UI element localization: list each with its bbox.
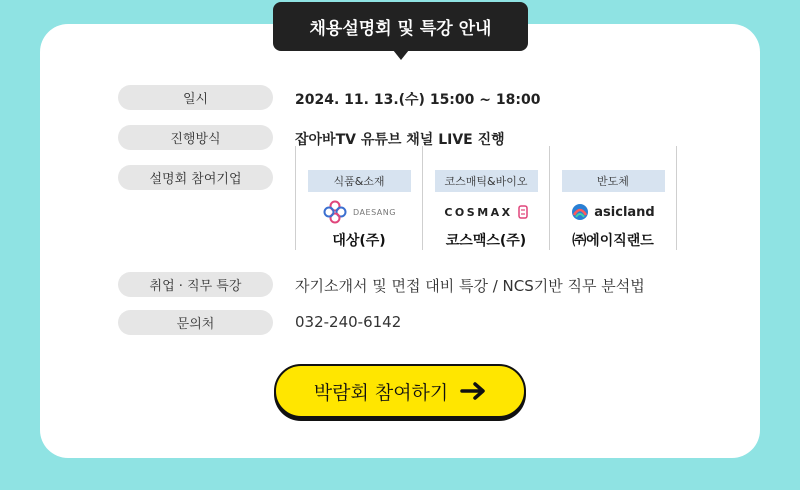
section-title-badge xyxy=(273,2,528,51)
company-card xyxy=(296,146,423,250)
lecture-value: 자기소개서 및 면접 대비 특강 / NCS기반 직무 분석법 xyxy=(295,277,645,295)
join-fair-button[interactable] xyxy=(274,364,526,418)
daesang-logo xyxy=(322,196,396,228)
arrow-right-icon xyxy=(460,382,486,400)
asicland-wordmark: asicland xyxy=(594,204,655,220)
asicland-globe-icon xyxy=(571,203,589,221)
cosmax-emblem-icon xyxy=(518,205,528,219)
daesang-wordmark: DAESANG xyxy=(353,207,396,217)
lecture-label: 취업 · 직무 특강 xyxy=(118,272,273,297)
daesang-flower-icon xyxy=(322,199,348,225)
company-name: ㈜에이직랜드 xyxy=(572,233,654,249)
cosmax-logo xyxy=(444,196,527,228)
row-lecture xyxy=(118,272,645,297)
row-method xyxy=(118,125,505,150)
company-name: 대상(주) xyxy=(332,233,386,249)
row-date xyxy=(118,85,541,110)
company-category: 반도체 xyxy=(562,170,665,192)
section-title: 채용설명회 및 특강 안내 xyxy=(309,19,492,39)
company-category: 식품&소재 xyxy=(308,170,411,192)
row-companies xyxy=(118,165,273,190)
company-name: 코스맥스(주) xyxy=(445,233,527,249)
method-label: 진행방식 xyxy=(118,125,273,150)
asicland-logo xyxy=(571,196,654,228)
companies-label: 설명회 참여기업 xyxy=(118,165,273,190)
join-fair-button-label: 박람회 참여하기 xyxy=(313,381,449,404)
company-category: 코스매틱&바이오 xyxy=(435,170,538,192)
company-card xyxy=(423,146,550,250)
contact-value: 032-240-6142 xyxy=(295,313,402,331)
company-card xyxy=(550,146,677,250)
method-value: 잡아바TV 유튜브 채널 LIVE 진행 xyxy=(295,132,505,148)
cosmax-wordmark: COSMAX xyxy=(444,205,513,219)
title-badge-pointer xyxy=(393,50,409,60)
date-value: 2024. 11. 13.(수) 15:00 ~ 18:00 xyxy=(295,92,541,108)
company-list xyxy=(295,146,677,250)
row-contact xyxy=(118,310,402,335)
contact-label: 문의처 xyxy=(118,310,273,335)
date-label: 일시 xyxy=(118,85,273,110)
